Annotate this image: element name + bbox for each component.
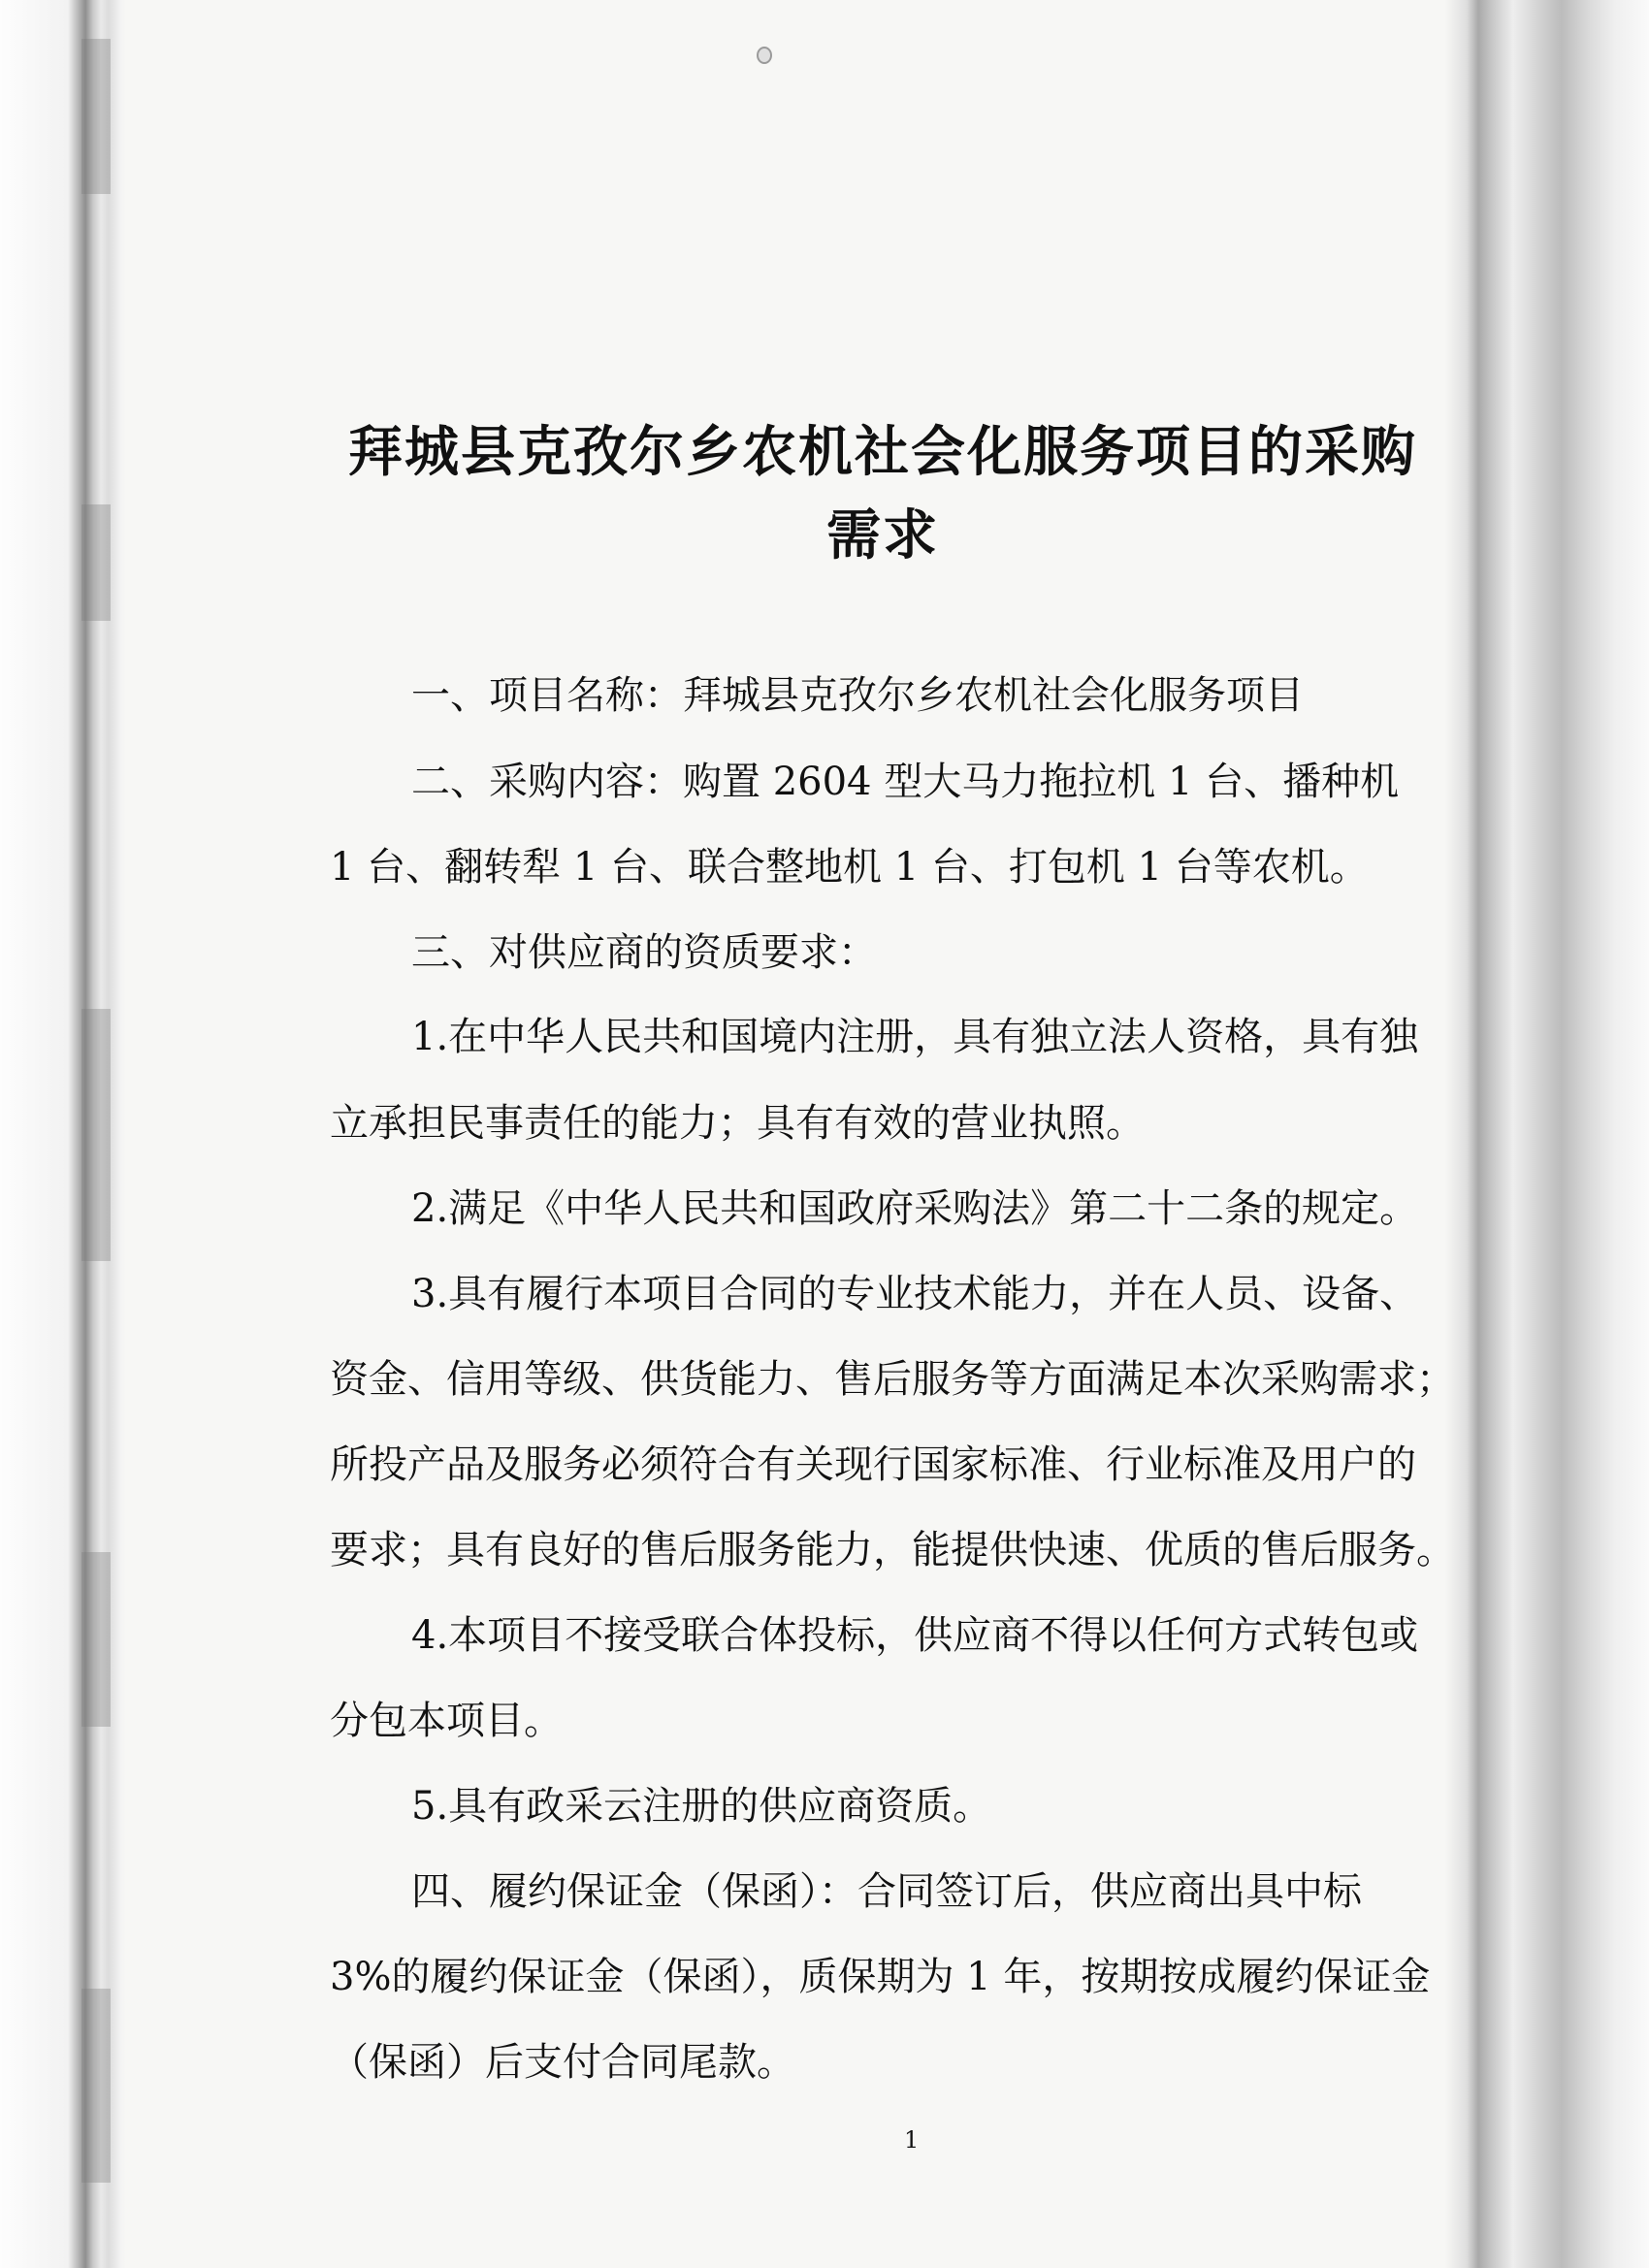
requirement-4: 4.本项目不接受联合体投标，供应商不得以任何方式转包或 (411, 1613, 1419, 1658)
requirement-5: 5.具有政采云注册的供应商资质。 (411, 1784, 992, 1829)
requirement-3: 3.具有履行本项目合同的专业技术能力，并在人员、设备、 (411, 1272, 1419, 1316)
procurement-content-line: 二、采购内容：购置 2604 型大马力拖拉机 1 台、播种机 (411, 760, 1400, 804)
scan-artifact (81, 1989, 111, 2183)
scan-artifact (81, 39, 111, 194)
requirement-4-continued: 分包本项目。 (330, 1699, 563, 1743)
performance-bond-continued: 3%的履约保证金（保函），质保期为 1 年，按期按成履约保证金 (330, 1955, 1431, 1999)
project-name-line: 一、项目名称：拜城县克孜尔乡农机社会化服务项目 (411, 673, 1304, 718)
page-number: 1 (904, 2126, 920, 2154)
qualification-heading: 三、对供应商的资质要求： (411, 930, 877, 975)
scan-artifact (81, 504, 111, 621)
requirement-3-continued: 所投产品及服务必须符合有关现行国家标准、行业标准及用户的 (330, 1442, 1416, 1487)
requirement-1-continued: 立承担民事责任的能力；具有有效的营业执照。 (330, 1101, 1145, 1146)
requirement-3-continued: 要求；具有良好的售后服务能力，能提供快速、优质的售后服务。 (330, 1528, 1455, 1572)
document-title-continued: 需求 (826, 504, 939, 567)
performance-bond-continued: （保函）后支付合同尾款。 (330, 2040, 795, 2085)
requirement-3-continued: 资金、信用等级、供货能力、售后服务等方面满足本次采购需求； (330, 1357, 1455, 1402)
scan-artifact (81, 1552, 111, 1727)
requirement-1: 1.在中华人民共和国境内注册，具有独立法人资格，具有独 (411, 1015, 1419, 1059)
procurement-content-continued: 1 台、翻转犁 1 台、联合整地机 1 台、打包机 1 台等农机。 (330, 845, 1369, 890)
scan-shadow-right (1445, 0, 1649, 2268)
scan-artifact (81, 1009, 111, 1261)
document-title: 拜城县克孜尔乡农机社会化服务项目的采购 (348, 421, 1417, 484)
scan-speck (757, 47, 772, 64)
requirement-2: 2.满足《中华人民共和国政府采购法》第二十二条的规定。 (411, 1186, 1419, 1231)
performance-bond-line: 四、履约保证金（保函）：合同签订后，供应商出具中标 (411, 1869, 1362, 1914)
